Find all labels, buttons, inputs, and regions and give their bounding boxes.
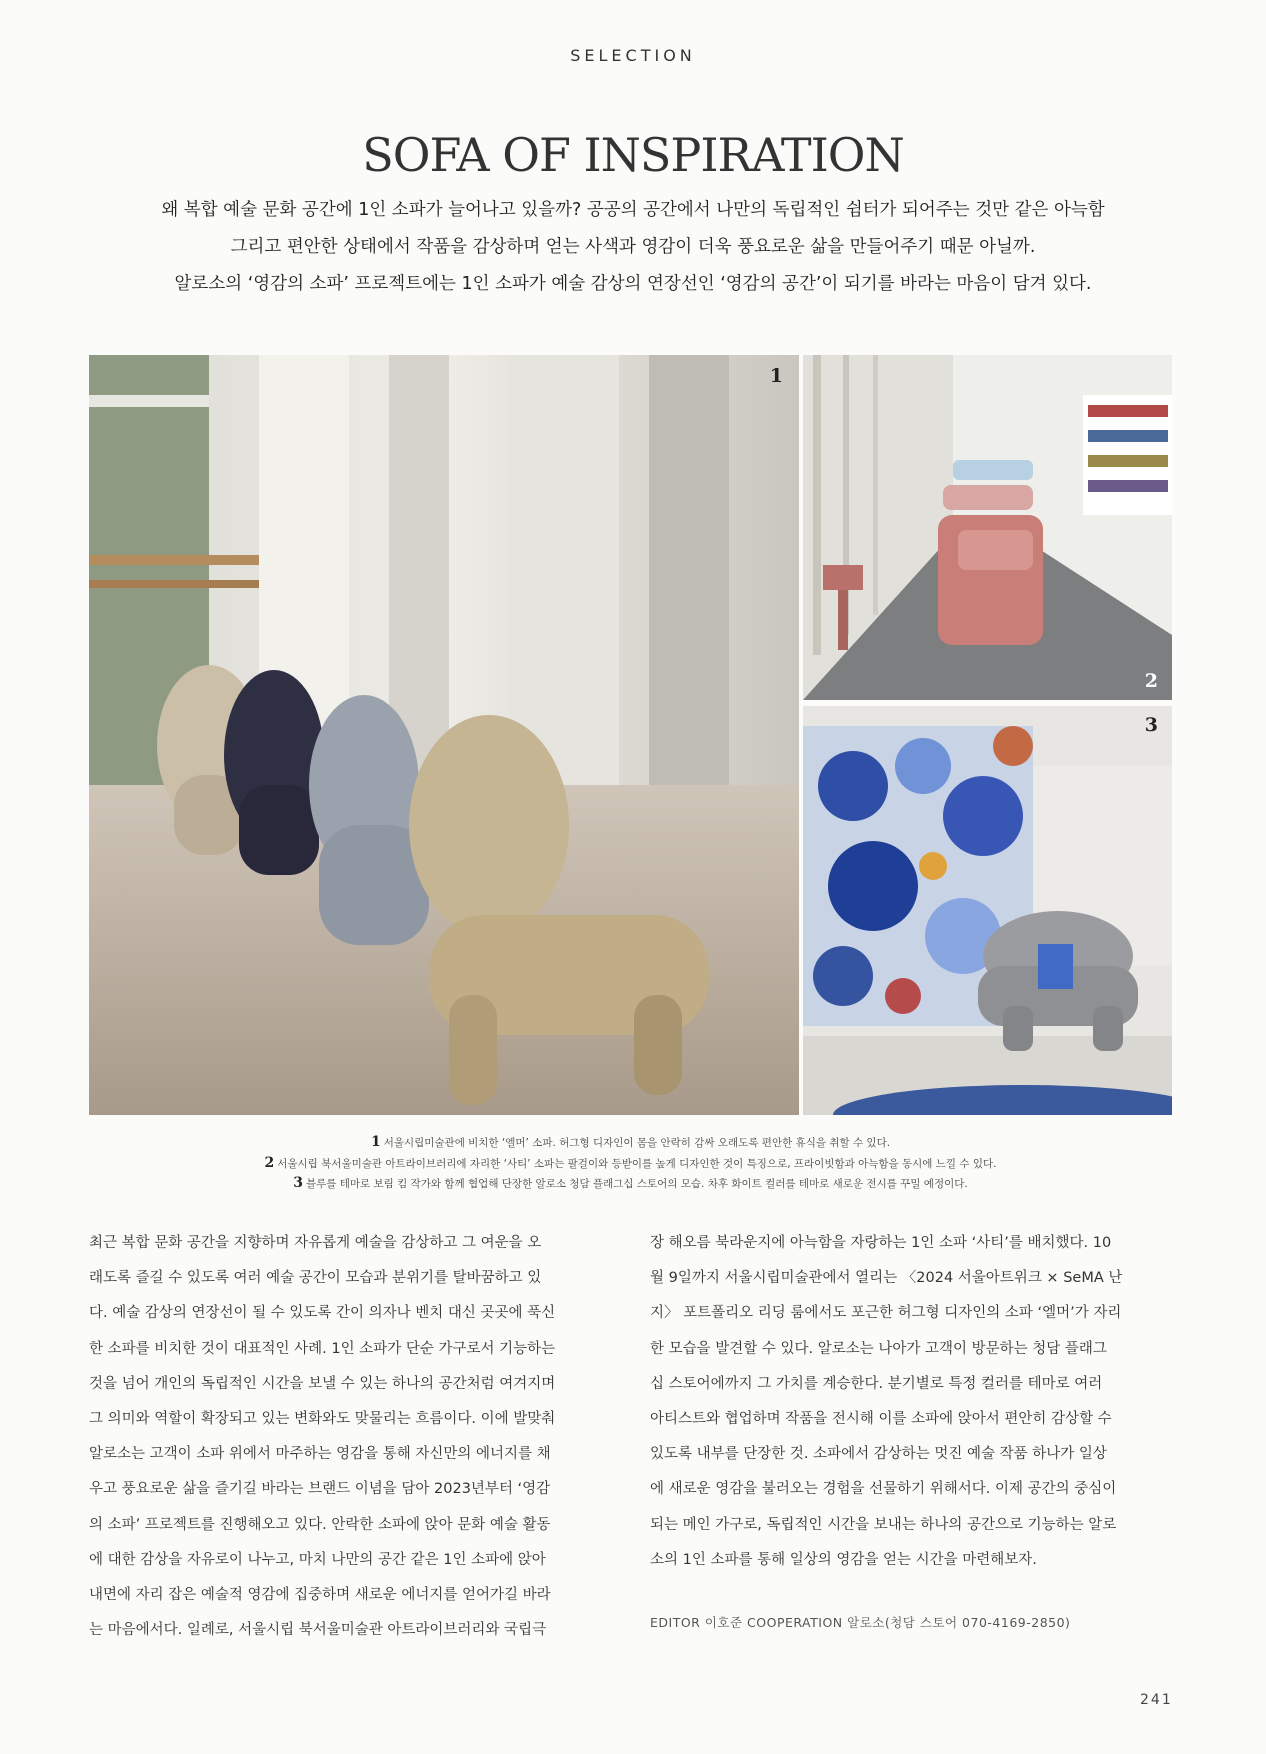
body-line: 래도록 즐길 수 있도록 여러 예술 공간이 모습과 분위기를 탈바꿈하고 있 — [89, 1270, 542, 1287]
caption-text: 블루를 테마로 보림 킴 작가와 함께 협업해 단장한 알로소 청담 플래그십 스토어의 모습. 차후 화이트 컬러를 테마로 새로운 전시를 꾸밀 예정이다. — [306, 1178, 968, 1190]
credit-line: EDITOR 이호준 COOPERATION 알로소(청담 스토어 070-4169-2850) — [650, 1615, 1071, 1630]
caption-1 — [89, 1133, 1172, 1154]
body-line: 것을 넘어 개인의 독립적인 시간을 보낼 수 있는 하나의 공간처럼 여겨지며 — [89, 1375, 556, 1392]
body-line: 그 의미와 역할이 확장되고 있는 변화와도 맞물리는 흐름이다. 이에 발맞춰 — [89, 1411, 556, 1428]
photo-museum-sofas-image — [89, 355, 799, 1115]
photo-number-1: 1 — [769, 365, 783, 387]
caption-text: 서울시립미술관에 비치한 ‘엘머’ 소파. 허그형 디자인이 몸을 안락히 감싸 오래도록 편안한 휴식을 취할 수 있다. — [383, 1137, 891, 1149]
photo-library-sofa-image — [803, 355, 1172, 700]
body-line: 월 9일까지 서울시립미술관에서 열리는 〈2024 서울아트위크 × SeMA 난 — [650, 1270, 1123, 1287]
body-column-right — [650, 1226, 1172, 1578]
body-line: 우고 풍요로운 삶을 즐기길 바라는 브랜드 이념을 담아 2023년부터 ‘영감 — [89, 1481, 551, 1498]
body-line: 최근 복합 문화 공간을 지향하며 자유롭게 예술을 감상하고 그 여운을 오 — [89, 1235, 542, 1251]
body-line: 십 스토어에까지 그 가치를 계승한다. 분기별로 특정 컬러를 테마로 여러 — [650, 1375, 1103, 1392]
body-line: 있도록 내부를 단장한 것. 소파에서 감상하는 멋진 예술 작품 하나가 일상 — [650, 1446, 1107, 1463]
caption-text: 서울시립 북서울미술관 아트라이브러리에 자리한 ‘사티’ 소파는 팔걸이와 등받이를 높게 디자인한 것이 특징으로, 프라이빗함과 아늑함을 동시에 느낄 수 있다. — [277, 1157, 997, 1170]
photo-flagship-store-image — [803, 706, 1172, 1115]
body-line: 알로소는 고객이 소파 위에서 마주하는 영감을 통해 자신만의 에너지를 채 — [89, 1446, 551, 1463]
intro-line: 알로소의 ‘영감의 소파’ 프로젝트에는 1인 소파가 예술 감상의 연장선인 ‘영감의 공간’이 되기를 바라는 마음이 담겨 있다. — [174, 274, 1092, 294]
body-line: 되는 메인 가구로, 독립적인 시간을 보내는 하나의 공간으로 기능하는 알로 — [650, 1516, 1117, 1533]
photo-captions — [89, 1133, 1172, 1195]
body-line: 에 새로운 영감을 불러오는 경험을 선물하기 위해서다. 이제 공간의 중심이 — [650, 1481, 1117, 1498]
photo-museum-sofas — [89, 355, 799, 1115]
body-line: 다. 예술 감상의 연장선이 될 수 있도록 간이 의자나 벤치 대신 곳곳에 푹신 — [89, 1305, 556, 1322]
caption-number: 3 — [293, 1175, 303, 1191]
body-line: 소의 1인 소파를 통해 일상의 영감을 얻는 시간을 마련해보자. — [650, 1551, 1037, 1568]
intro-line: 그리고 편안한 상태에서 작품을 감상하며 얻는 사색과 영감이 더욱 풍요로운 삶을 만들어주기 때문 아닐까. — [230, 237, 1036, 257]
body-line: 내면에 자리 잡은 예술적 영감에 집중하며 새로운 에너지를 얻어가길 바라 — [89, 1587, 551, 1604]
intro-lede — [100, 192, 1166, 303]
photo-library-sofa — [803, 355, 1172, 700]
photo-number-3: 3 — [1144, 714, 1158, 736]
body-line: 한 모습을 발견할 수 있다. 알로소는 나아가 고객이 방문하는 청담 플래그 — [650, 1340, 1107, 1357]
article-title: SOFA OF INSPIRATION — [362, 128, 904, 182]
photo-flagship-store — [803, 706, 1172, 1115]
body-column-left — [89, 1226, 609, 1648]
intro-line: 왜 복합 예술 문화 공간에 1인 소파가 늘어나고 있을까? 공공의 공간에서 나만의 독립적인 쉼터가 되어주는 것만 같은 아늑함 — [161, 200, 1105, 220]
caption-3 — [89, 1174, 1172, 1195]
caption-2 — [89, 1154, 1172, 1175]
body-line: 한 소파를 비치한 것이 대표적인 사례. 1인 소파가 단순 가구로서 기능하는 — [89, 1340, 556, 1357]
page-number: 241 — [1140, 1692, 1173, 1708]
body-line: 아티스트와 협업하며 작품을 전시해 이를 소파에 앉아서 편안히 감상할 수 — [650, 1411, 1112, 1428]
body-line: 의 소파’ 프로젝트를 진행해오고 있다. 안락한 소파에 앉아 문화 예술 활동 — [89, 1516, 551, 1533]
body-line: 에 대한 감상을 자유로이 나누고, 마치 나만의 공간 같은 1인 소파에 앉아 — [89, 1551, 546, 1568]
body-line: 장 해오름 북라운지에 아늑함을 자랑하는 1인 소파 ‘사티’를 배치했다. 10 — [650, 1235, 1112, 1251]
body-line: 지〉 포트폴리오 리딩 룸에서도 포근한 허그형 디자인의 소파 ‘엘머’가 자리 — [650, 1305, 1122, 1322]
caption-number: 1 — [370, 1134, 381, 1150]
body-line: 는 마음에서다. 일례로, 서울시립 북서울미술관 아트라이브러리와 국립극 — [89, 1622, 547, 1639]
caption-number: 2 — [264, 1154, 275, 1171]
section-label: SELECTION — [570, 46, 696, 65]
photo-number-2: 2 — [1144, 670, 1158, 692]
